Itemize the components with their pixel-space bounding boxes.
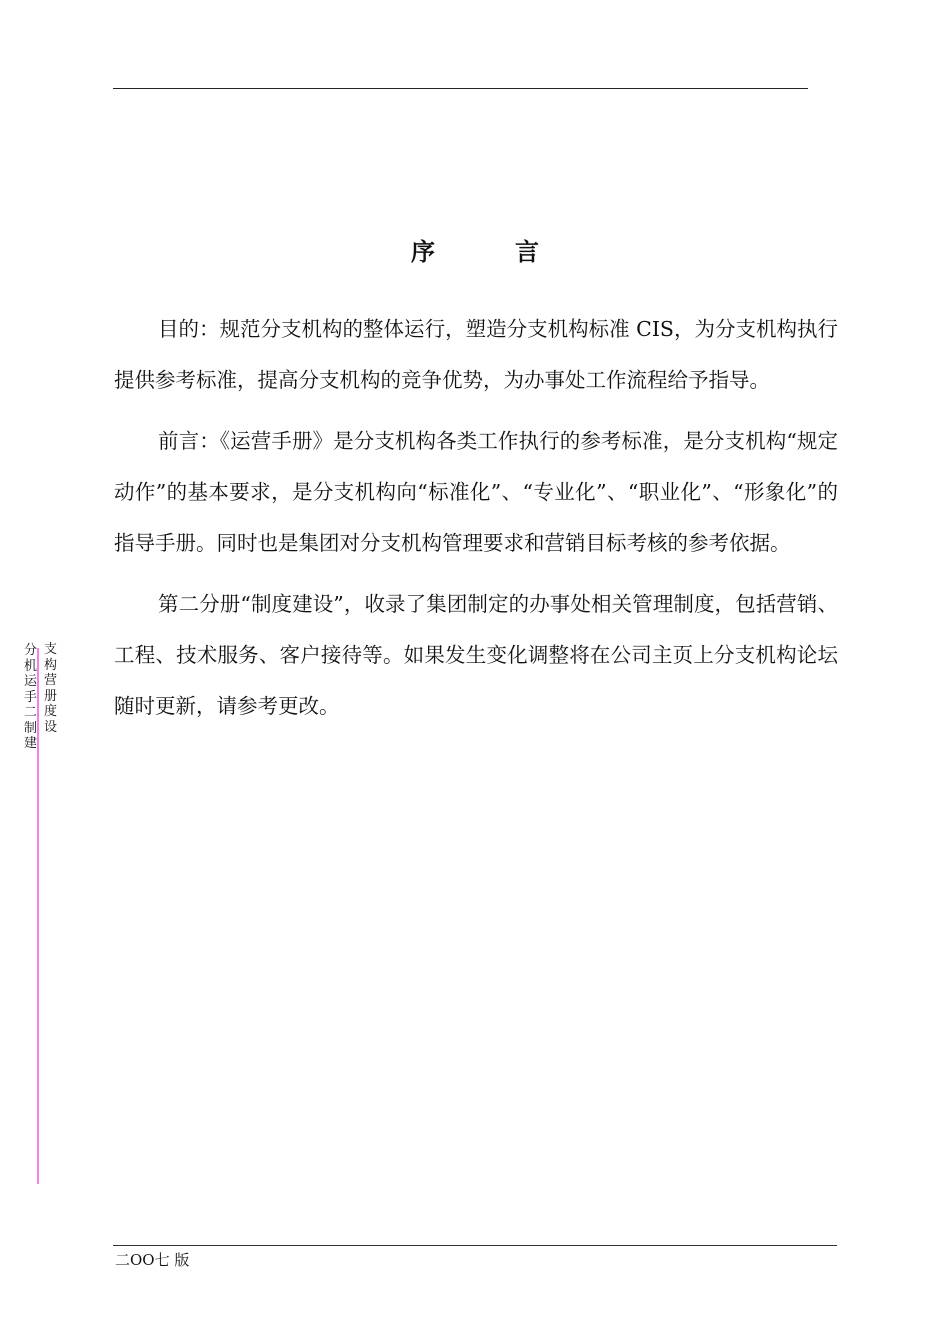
footer-rule [113,1245,837,1246]
page-title: 序 言 [411,237,567,266]
margin-vertical-line [37,648,39,1184]
side-label-column-left: 分机运手二制建 [24,643,40,751]
side-label-column-right: 支构营册度设 [44,642,60,735]
paragraph-foreword: 前言：《运营手册》是分支机构各类工作执行的参考标准，是分支机构“规定动作”的基本要求，是分支机构向“标准化”、“专业化”、“职业化”、“形象化”的指导手册。同时也是集团对分支机构管理要求和营销目标考核的参考依据。 [114,429,838,555]
footer-edition: 二OO七 版 [115,1251,190,1269]
paragraph-purpose: 目的：规范分支机构的整体运行，塑造分支机构标准 CIS，为分支机构执行提供参考标准，提高分支机构的竞争优势，为办事处工作流程给予指导。 [114,317,838,392]
preface-body [114,304,838,742]
header-rule [113,88,808,89]
paragraph-volume-two: 第二分册“制度建设”，收录了集团制定的办事处相关管理制度，包括营销、工程、技术服务、客户接待等。如果发生变化调整将在公司主页上分支机构论坛随时更新，请参考更改。 [114,592,838,718]
